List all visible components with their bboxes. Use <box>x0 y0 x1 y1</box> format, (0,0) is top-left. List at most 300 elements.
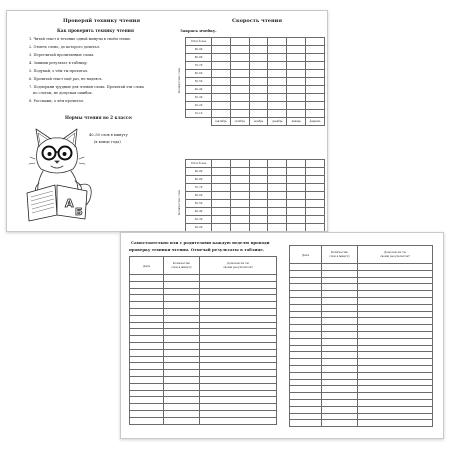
log-left-entry-cell[interactable] <box>164 376 200 383</box>
log-left-entry-cell[interactable] <box>200 315 277 322</box>
log-right-entry-cell[interactable] <box>290 420 322 427</box>
log-right-entry-cell[interactable] <box>358 386 433 393</box>
spring-fill-cell[interactable] <box>306 192 325 200</box>
log-right-entry-cell[interactable] <box>290 399 322 406</box>
spring-fill-cell[interactable] <box>268 184 287 192</box>
autumn-fill-cell[interactable] <box>230 46 249 54</box>
log-right-entry-cell[interactable] <box>358 359 433 366</box>
log-left-entry-cell[interactable] <box>130 370 164 377</box>
autumn-fill-cell[interactable] <box>230 94 249 102</box>
spring-fill-cell[interactable] <box>249 216 268 224</box>
autumn-month-label: декабрь <box>268 118 287 126</box>
autumn-fill-cell[interactable] <box>306 54 325 62</box>
autumn-fill-cell[interactable] <box>230 78 249 86</box>
autumn-fill-cell[interactable] <box>249 46 268 54</box>
autumn-month-label: февраль <box>306 118 325 126</box>
autumn-fill-cell[interactable] <box>249 54 268 62</box>
autumn-fill-cell[interactable] <box>212 94 231 102</box>
spring-fill-cell[interactable] <box>268 200 287 208</box>
autumn-fill-cell[interactable] <box>306 62 325 70</box>
log-right-entry-cell[interactable] <box>322 393 358 400</box>
spring-fill-cell[interactable] <box>268 176 287 184</box>
spring-fill-cell[interactable] <box>212 200 231 208</box>
log-left-entry-cell[interactable] <box>130 336 164 343</box>
log-right-entry-cell[interactable] <box>322 297 358 304</box>
log-right-entry-cell[interactable] <box>322 352 358 359</box>
spring-fill-cell[interactable] <box>268 208 287 216</box>
axis-label-top: Количество слов <box>177 68 181 93</box>
autumn-fill-cell[interactable] <box>268 94 287 102</box>
log-right-entry-cell[interactable] <box>358 365 433 372</box>
autumn-fill-cell[interactable] <box>287 94 306 102</box>
autumn-fill-cell[interactable] <box>306 102 325 110</box>
autumn-fill-cell[interactable] <box>230 102 249 110</box>
log-right-entry-cell[interactable] <box>322 413 358 420</box>
spring-fill-cell[interactable] <box>249 208 268 216</box>
autumn-fill-cell[interactable] <box>212 86 231 94</box>
spring-fill-cell[interactable] <box>212 192 231 200</box>
log-right-entry-cell[interactable] <box>322 284 358 291</box>
log-left-entry-cell[interactable] <box>164 410 200 417</box>
spring-fill-cell[interactable] <box>212 184 231 192</box>
log-right-entry-cell[interactable] <box>358 277 433 284</box>
log-right-entry-cell[interactable] <box>322 318 358 325</box>
log-right-header-row <box>290 246 433 264</box>
log-right-entry-cell[interactable] <box>322 372 358 379</box>
log-right-entry-cell[interactable] <box>290 311 322 318</box>
autumn-fill-cell[interactable] <box>306 70 325 78</box>
autumn-fill-cell[interactable] <box>249 38 268 46</box>
autumn-fill-cell[interactable] <box>212 46 231 54</box>
log-right-entry-cell[interactable] <box>290 318 322 325</box>
spring-fill-cell[interactable] <box>249 200 268 208</box>
log-right-entry-cell[interactable] <box>358 406 433 413</box>
log-right-entry-cell[interactable] <box>358 270 433 277</box>
log-right-entry-cell[interactable] <box>290 359 322 366</box>
spring-fill-cell[interactable] <box>306 160 325 168</box>
log-left-entry-cell[interactable] <box>200 302 277 309</box>
spring-fill-cell[interactable] <box>212 216 231 224</box>
log-right-row <box>290 277 433 284</box>
log-right-entry-cell[interactable] <box>322 291 358 298</box>
spring-fill-cell[interactable] <box>287 192 306 200</box>
log-left-entry-cell[interactable] <box>200 383 277 390</box>
autumn-fill-cell[interactable] <box>287 46 306 54</box>
log-right-entry-cell[interactable] <box>290 365 322 372</box>
log-right-entry-cell[interactable] <box>358 352 433 359</box>
log-left-entry-cell[interactable] <box>200 329 277 336</box>
log-left-entry-cell[interactable] <box>130 281 164 288</box>
log-left-entry-cell[interactable] <box>164 342 200 349</box>
log-right-entry-cell[interactable] <box>290 297 322 304</box>
spring-fill-cell[interactable] <box>249 224 268 232</box>
log-right-entry-cell[interactable] <box>322 359 358 366</box>
log-right-entry-cell[interactable] <box>358 413 433 420</box>
log-left-entry-cell[interactable] <box>130 302 164 309</box>
log-right-entry-cell[interactable] <box>358 372 433 379</box>
log-right-entry-cell[interactable] <box>358 304 433 311</box>
spring-range-label: 60–69 <box>186 192 212 200</box>
log-left-row <box>130 336 277 343</box>
log-right-entry-cell[interactable] <box>290 325 322 332</box>
spring-fill-cell[interactable] <box>249 168 268 176</box>
log-right-entry-cell[interactable] <box>290 393 322 400</box>
autumn-fill-cell[interactable] <box>268 54 287 62</box>
log-left-entry-cell[interactable] <box>130 404 164 411</box>
step-7: 7. Подчеркни трудные для чтения слова. Прочитай эти слова <box>29 85 144 89</box>
log-right-entry-cell[interactable] <box>290 270 322 277</box>
log-left-entry-cell[interactable] <box>164 370 200 377</box>
spring-fill-cell[interactable] <box>249 192 268 200</box>
log-right-row <box>290 304 433 311</box>
log-right-entry-cell[interactable] <box>322 379 358 386</box>
autumn-fill-cell[interactable] <box>306 78 325 86</box>
spring-fill-cell[interactable] <box>306 184 325 192</box>
spring-fill-cell[interactable] <box>306 208 325 216</box>
log-left-entry-cell[interactable] <box>130 275 164 282</box>
spring-row <box>186 168 325 176</box>
log-left-entry-cell[interactable] <box>200 417 277 424</box>
norm-line-1: 40–50 слов в минуту <box>89 133 128 137</box>
log-left-entry-cell[interactable] <box>200 281 277 288</box>
step-8: 8. Расскажи, о чём прочитал. <box>29 99 84 103</box>
log-left-entry-cell[interactable] <box>200 295 277 302</box>
log-left-entry-cell[interactable] <box>164 363 200 370</box>
log-left-entry-cell[interactable] <box>200 404 277 411</box>
log-right-entry-cell[interactable] <box>290 345 322 352</box>
spring-fill-cell[interactable] <box>287 200 306 208</box>
step-1: 1. Читай текст в течение одной минуты в своём темпе. <box>29 37 132 41</box>
log-right-entry-cell[interactable] <box>290 284 322 291</box>
log-right-entry-cell[interactable] <box>358 264 433 271</box>
log-left-entry-cell[interactable] <box>130 383 164 390</box>
autumn-fill-cell[interactable] <box>230 110 249 118</box>
log-right-entry-cell[interactable] <box>358 393 433 400</box>
log-left-entry-cell[interactable] <box>130 288 164 295</box>
log-right-entry-cell[interactable] <box>290 372 322 379</box>
log-left-entry-cell[interactable] <box>200 376 277 383</box>
autumn-fill-cell[interactable] <box>268 110 287 118</box>
spring-head-label: 100 и более <box>186 160 212 168</box>
log-right-entry-cell[interactable] <box>322 277 358 284</box>
autumn-fill-cell[interactable] <box>230 86 249 94</box>
log-left-entry-cell[interactable] <box>164 322 200 329</box>
sheet1-title: Проверяй технику чтения <box>63 18 141 24</box>
log-left-header-line: слов в минуту <box>171 264 192 269</box>
autumn-fill-cell[interactable] <box>306 110 325 118</box>
autumn-fill-cell[interactable] <box>230 62 249 70</box>
log-right-entry-cell[interactable] <box>290 331 322 338</box>
log-right-entry-cell[interactable] <box>322 365 358 372</box>
log-left-entry-cell[interactable] <box>164 288 200 295</box>
log-left-entry-cell[interactable] <box>130 308 164 315</box>
autumn-row <box>186 46 325 54</box>
spring-fill-cell[interactable] <box>268 224 287 232</box>
log-right-row <box>290 331 433 338</box>
log-right-entry-cell[interactable] <box>358 318 433 325</box>
autumn-fill-cell[interactable] <box>230 70 249 78</box>
log-right-entry-cell[interactable] <box>290 379 322 386</box>
log-left-entry-cell[interactable] <box>130 349 164 356</box>
log-left-entry-cell[interactable] <box>164 281 200 288</box>
log-left-entry-cell[interactable] <box>164 336 200 343</box>
autumn-fill-cell[interactable] <box>287 38 306 46</box>
spring-fill-cell[interactable] <box>287 184 306 192</box>
log-left-entry-cell[interactable] <box>164 275 200 282</box>
log-left-entry-cell[interactable] <box>200 288 277 295</box>
log-left-entry-cell[interactable] <box>200 363 277 370</box>
log-left-entry-cell[interactable] <box>200 370 277 377</box>
autumn-fill-cell[interactable] <box>268 70 287 78</box>
log-right-row <box>290 352 433 359</box>
spring-fill-cell[interactable] <box>230 184 249 192</box>
log-right-entry-cell[interactable] <box>290 386 322 393</box>
autumn-fill-cell[interactable] <box>268 62 287 70</box>
log-right-entry-cell[interactable] <box>358 338 433 345</box>
log-left-entry-cell[interactable] <box>130 397 164 404</box>
autumn-row <box>186 70 325 78</box>
log-left-entry-cell[interactable] <box>164 329 200 336</box>
spring-fill-cell[interactable] <box>230 168 249 176</box>
autumn-fill-cell[interactable] <box>249 94 268 102</box>
spring-fill-cell[interactable] <box>306 168 325 176</box>
spring-fill-cell[interactable] <box>268 216 287 224</box>
spring-fill-cell[interactable] <box>287 160 306 168</box>
log-right-row <box>290 264 433 271</box>
weekly-log-table-left <box>129 256 277 425</box>
log-right-entry-cell[interactable] <box>290 352 322 359</box>
spring-fill-cell[interactable] <box>230 216 249 224</box>
autumn-fill-cell[interactable] <box>249 70 268 78</box>
log-left-entry-cell[interactable] <box>130 417 164 424</box>
log-left-entry-cell[interactable] <box>200 356 277 363</box>
log-right-entry-cell[interactable] <box>322 406 358 413</box>
spring-fill-cell[interactable] <box>306 216 325 224</box>
log-left-entry-cell[interactable] <box>130 342 164 349</box>
spring-fill-cell[interactable] <box>287 168 306 176</box>
log-right-row <box>290 413 433 420</box>
spring-fill-cell[interactable] <box>306 200 325 208</box>
autumn-fill-cell[interactable] <box>212 62 231 70</box>
log-right-entry-cell[interactable] <box>358 291 433 298</box>
spring-fill-cell[interactable] <box>230 160 249 168</box>
autumn-fill-cell[interactable] <box>287 54 306 62</box>
log-right-entry-cell[interactable] <box>290 338 322 345</box>
log-left-row <box>130 417 277 424</box>
log-left-entry-cell[interactable] <box>164 302 200 309</box>
spring-fill-cell[interactable] <box>287 224 306 232</box>
log-right-entry-cell[interactable] <box>358 284 433 291</box>
autumn-fill-cell[interactable] <box>249 102 268 110</box>
spring-fill-cell[interactable] <box>268 168 287 176</box>
log-left-entry-cell[interactable] <box>200 322 277 329</box>
autumn-fill-cell[interactable] <box>306 94 325 102</box>
spring-range-label: 20–29 <box>186 224 212 232</box>
weekly-log-table-right <box>289 245 433 427</box>
norm-title: Нормы чтения во 2 классе: <box>65 115 133 120</box>
spring-fill-cell[interactable] <box>212 160 231 168</box>
autumn-fill-cell[interactable] <box>268 86 287 94</box>
log-left-entry-cell[interactable] <box>200 410 277 417</box>
log-right-entry-cell[interactable] <box>358 311 433 318</box>
log-right-entry-cell[interactable] <box>290 406 322 413</box>
autumn-fill-cell[interactable] <box>306 86 325 94</box>
autumn-fill-cell[interactable] <box>268 78 287 86</box>
log-left-entry-cell[interactable] <box>200 342 277 349</box>
log-right-entry-cell[interactable] <box>322 345 358 352</box>
log-right-entry-cell[interactable] <box>358 420 433 427</box>
autumn-fill-cell[interactable] <box>306 46 325 54</box>
log-left-entry-cell[interactable] <box>130 376 164 383</box>
autumn-fill-cell[interactable] <box>249 78 268 86</box>
log-left-entry-cell[interactable] <box>200 397 277 404</box>
log-right-entry-cell[interactable] <box>290 291 322 298</box>
spring-fill-cell[interactable] <box>212 224 231 232</box>
how-to-title: Как проверить технику чтения <box>57 28 134 33</box>
log-left-entry-cell[interactable] <box>164 417 200 424</box>
autumn-fill-cell[interactable] <box>287 78 306 86</box>
log-right-entry-cell[interactable] <box>290 413 322 420</box>
autumn-range-label: 10–19 <box>186 110 212 118</box>
log-left-entry-cell[interactable] <box>164 383 200 390</box>
log-right-entry-cell[interactable] <box>322 386 358 393</box>
autumn-corner-cell <box>186 118 212 126</box>
autumn-row <box>186 94 325 102</box>
log-left-entry-cell[interactable] <box>200 336 277 343</box>
log-left-entry-cell[interactable] <box>130 295 164 302</box>
log-left-entry-cell[interactable] <box>164 308 200 315</box>
spring-fill-cell[interactable] <box>230 200 249 208</box>
log-right-entry-cell[interactable] <box>290 264 322 271</box>
sheet2-heading-line-1: Самостоятельно или с родителями каждую неделю проводи <box>131 240 270 245</box>
log-left-entry-cell[interactable] <box>200 349 277 356</box>
spring-fill-cell[interactable] <box>249 160 268 168</box>
spring-fill-cell[interactable] <box>212 168 231 176</box>
spring-fill-cell[interactable] <box>306 176 325 184</box>
spring-fill-cell[interactable] <box>230 224 249 232</box>
spring-fill-cell[interactable] <box>268 160 287 168</box>
autumn-fill-cell[interactable] <box>287 70 306 78</box>
log-right-entry-cell[interactable] <box>358 345 433 352</box>
log-right-entry-cell[interactable] <box>290 304 322 311</box>
step-6: 6. Прочитай текст ещё раз, не надеясь. <box>29 77 103 81</box>
autumn-fill-cell[interactable] <box>268 102 287 110</box>
autumn-fill-cell[interactable] <box>212 54 231 62</box>
log-left-entry-cell[interactable] <box>200 275 277 282</box>
log-left-entry-cell[interactable] <box>130 322 164 329</box>
autumn-months-row <box>186 118 325 126</box>
log-right-entry-cell[interactable] <box>322 264 358 271</box>
spring-fill-cell[interactable] <box>249 184 268 192</box>
autumn-fill-cell[interactable] <box>212 110 231 118</box>
log-left-entry-cell[interactable] <box>130 390 164 397</box>
log-right-entry-cell[interactable] <box>322 270 358 277</box>
log-left-entry-cell[interactable] <box>164 404 200 411</box>
step-2: 2. Отметь слово, до которого дочитал. <box>29 45 100 49</box>
autumn-fill-cell[interactable] <box>287 86 306 94</box>
log-right-entry-cell[interactable] <box>322 325 358 332</box>
spring-fill-cell[interactable] <box>212 208 231 216</box>
log-right-entry-cell[interactable] <box>322 338 358 345</box>
book-letter-b: Б <box>75 207 83 218</box>
autumn-fill-cell[interactable] <box>212 38 231 46</box>
log-left-row <box>130 315 277 322</box>
log-left-entry-cell[interactable] <box>164 390 200 397</box>
autumn-fill-cell[interactable] <box>287 62 306 70</box>
log-right-entry-cell[interactable] <box>358 297 433 304</box>
log-left-entry-cell[interactable] <box>130 315 164 322</box>
spring-fill-cell[interactable] <box>230 176 249 184</box>
autumn-fill-cell[interactable] <box>287 110 306 118</box>
spring-fill-cell[interactable] <box>212 176 231 184</box>
log-right-entry-cell[interactable] <box>358 325 433 332</box>
autumn-fill-cell[interactable] <box>230 38 249 46</box>
autumn-fill-cell[interactable] <box>268 38 287 46</box>
log-right-header-line: Количество <box>330 250 349 255</box>
log-left-entry-cell[interactable] <box>164 356 200 363</box>
log-left-entry-cell[interactable] <box>130 356 164 363</box>
autumn-fill-cell[interactable] <box>249 62 268 70</box>
log-right-row <box>290 386 433 393</box>
log-right-entry-cell[interactable] <box>322 399 358 406</box>
log-left-entry-cell[interactable] <box>200 390 277 397</box>
log-right-entry-cell[interactable] <box>290 277 322 284</box>
log-left-entry-cell[interactable] <box>130 329 164 336</box>
log-right-col-count-lines <box>322 246 358 264</box>
autumn-range-label: 40–49 <box>186 86 212 94</box>
step-3: 3. Пересчитай прочитанные слова. <box>29 53 95 57</box>
autumn-fill-cell[interactable] <box>212 78 231 86</box>
spring-fill-cell[interactable] <box>306 224 325 232</box>
autumn-fill-cell[interactable] <box>212 102 231 110</box>
log-left-row <box>130 275 277 282</box>
log-right-header-line: своим результатом? <box>380 253 410 258</box>
log-left-entry-cell[interactable] <box>164 295 200 302</box>
autumn-fill-cell[interactable] <box>249 110 268 118</box>
autumn-fill-cell[interactable] <box>230 54 249 62</box>
log-left-entry-cell[interactable] <box>130 410 164 417</box>
log-right-col-date: Дата <box>290 246 322 264</box>
autumn-range-label: 60–69 <box>186 70 212 78</box>
log-left-entry-cell[interactable] <box>164 397 200 404</box>
spring-fill-cell[interactable] <box>287 176 306 184</box>
log-right-entry-cell[interactable] <box>358 379 433 386</box>
log-right-entry-cell[interactable] <box>322 311 358 318</box>
autumn-fill-cell[interactable] <box>249 86 268 94</box>
autumn-fill-cell[interactable] <box>306 38 325 46</box>
log-left-entry-cell[interactable] <box>200 308 277 315</box>
log-left-entry-cell[interactable] <box>164 349 200 356</box>
spring-fill-cell[interactable] <box>230 208 249 216</box>
log-right-entry-cell[interactable] <box>322 304 358 311</box>
log-right-entry-cell[interactable] <box>322 331 358 338</box>
spring-fill-cell[interactable] <box>287 216 306 224</box>
autumn-fill-cell[interactable] <box>268 46 287 54</box>
log-left-entry-cell[interactable] <box>164 315 200 322</box>
log-right-entry-cell[interactable] <box>358 331 433 338</box>
log-left-entry-cell[interactable] <box>130 363 164 370</box>
autumn-fill-cell[interactable] <box>212 70 231 78</box>
log-left-row <box>130 356 277 363</box>
autumn-fill-cell[interactable] <box>287 102 306 110</box>
spring-fill-cell[interactable] <box>268 192 287 200</box>
autumn-month-label: январь <box>287 118 306 126</box>
spring-fill-cell[interactable] <box>230 192 249 200</box>
log-right-entry-cell[interactable] <box>358 399 433 406</box>
spring-fill-cell[interactable] <box>287 208 306 216</box>
spring-fill-cell[interactable] <box>249 176 268 184</box>
log-right-entry-cell[interactable] <box>322 420 358 427</box>
